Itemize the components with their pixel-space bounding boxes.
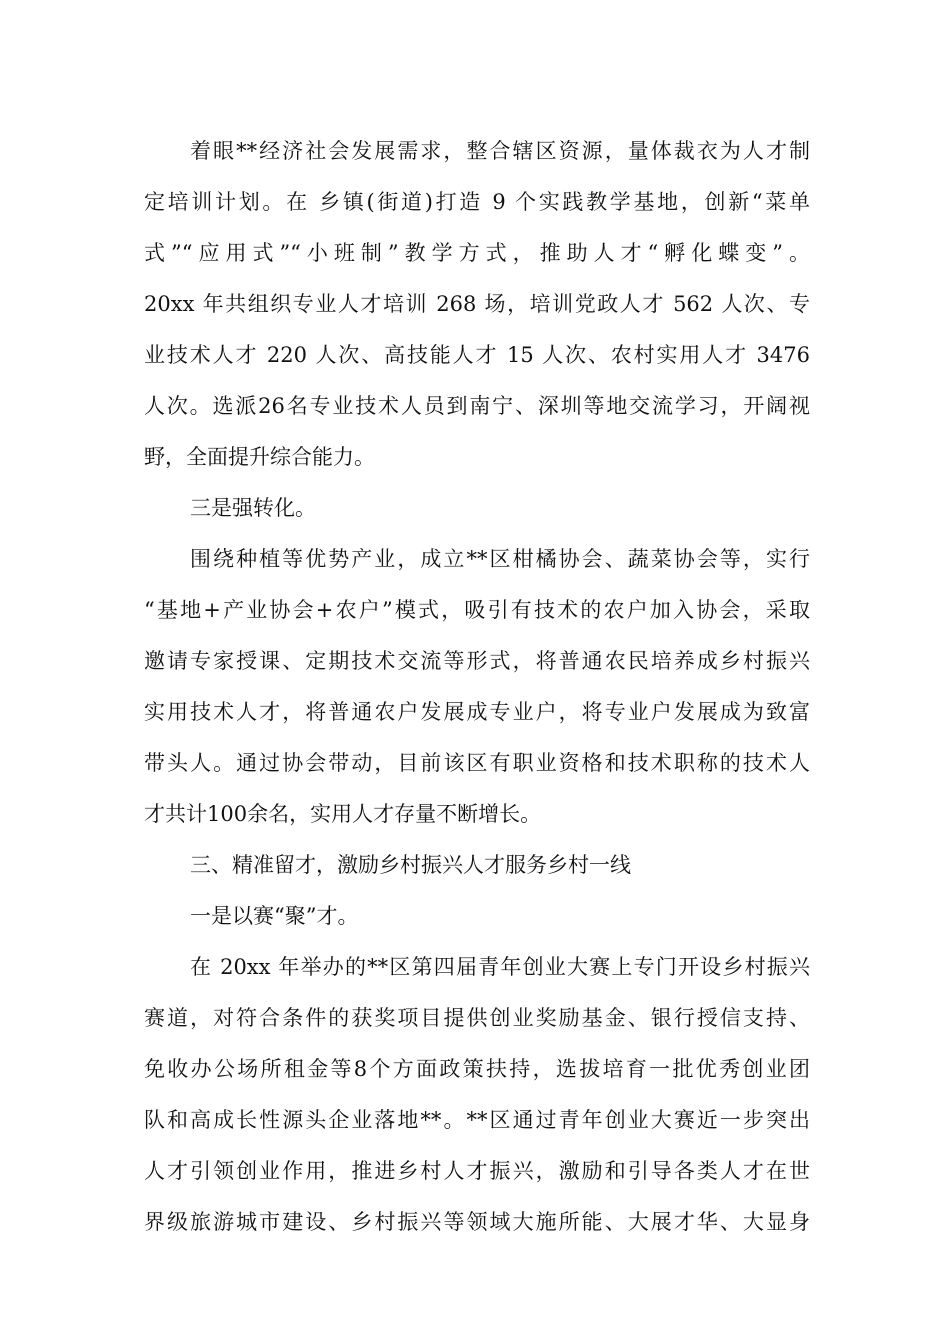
paragraph-line: 着眼**经济社会发展需求，整合辖区资源，量体裁衣为人才制 bbox=[190, 139, 810, 163]
paragraph-line: 实用技术人才，将普通农户发展成专业户，将专业户发展成为致富 bbox=[144, 700, 810, 724]
paragraph-line: “基地+产业协会+农户”模式，吸引有技术的农户加入协会，采取 bbox=[144, 598, 810, 622]
paragraph-line: 邀请专家授课、定期技术交流等形式，将普通农民培养成乡村振兴 bbox=[144, 649, 810, 673]
paragraph-line: 队和高成长性源头企业落地**。**区通过青年创业大赛近一步突出 bbox=[144, 1108, 810, 1132]
paragraph-line: 定培训计划。在 乡镇(街道)打造 9 个实践教学基地，创新“菜单 bbox=[144, 190, 810, 214]
paragraph-line: 赛道，对符合条件的获奖项目提供创业奖励基金、银行授信支持、 bbox=[144, 1006, 810, 1030]
paragraph-line: 野，全面提升综合能力。 bbox=[144, 445, 375, 469]
paragraph-line: 人次。选派26名专业技术人员到南宁、深圳等地交流学习，开阔视 bbox=[144, 394, 810, 418]
paragraph-line: 带头人。通过协会带动，目前该区有职业资格和技术职称的技术人 bbox=[144, 751, 810, 775]
paragraph-line: 式”“应用式”“小班制”教学方式，推助人才“孵化蝶变”。 bbox=[144, 241, 810, 265]
section-heading: 三是强转化。 bbox=[190, 496, 316, 520]
paragraph-line: 在 20xx 年举办的**区第四届青年创业大赛上专门开设乡村振兴 bbox=[190, 955, 810, 979]
subsection-heading: 一是以赛“聚”才。 bbox=[190, 904, 359, 928]
paragraph-line: 围绕种植等优势产业，成立**区柑橘协会、蔬菜协会等，实行 bbox=[190, 547, 810, 571]
paragraph-line: 业技术人才 220 人次、高技能人才 15 人次、农村实用人才 3476 bbox=[144, 343, 810, 367]
paragraph-line: 免收办公场所租金等8个方面政策扶持，选拔培育一批优秀创业团 bbox=[144, 1057, 810, 1081]
section-heading: 三、精准留才，激励乡村振兴人才服务乡村一线 bbox=[190, 853, 631, 877]
paragraph-line: 人才引领创业作用，推进乡村人才振兴，激励和引导各类人才在世 bbox=[144, 1159, 810, 1183]
paragraph-line: 20xx 年共组织专业人才培训 268 场，培训党政人才 562 人次、专 bbox=[144, 292, 810, 316]
paragraph-line: 才共计100余名，实用人才存量不断增长。 bbox=[144, 802, 542, 826]
paragraph-line: 界级旅游城市建设、乡村振兴等领域大施所能、大展才华、大显身 bbox=[144, 1210, 810, 1234]
